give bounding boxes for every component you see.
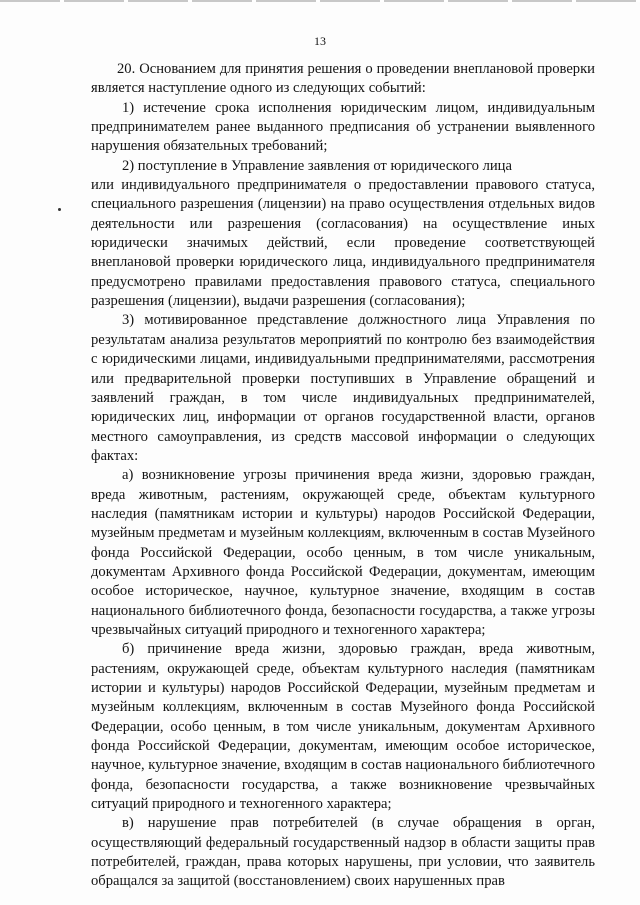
paragraph-item-2: 2) поступление в Управление заявления от юридического лица [122, 157, 512, 174]
paragraph-item-1: 1) истечение срока исполнения юридическим лицом, индивидуальным предпринимателем ранее выданного предписания об устранении выявленного нарушения обязательных требований; [91, 99, 595, 155]
paragraph-item-2-continued: или индивидуального предпринимателя о предоставлении правового статуса, специального разрешения (лицензии) на право осуществления отдельных видов деятельности или разрешения (согласования) на осуществление иных юридически значимых действий, если проведение соответствующей внеплановой проверки юридического лица, индивидуального предпринимателя предусмотрено правилами предоставления правового статуса, специального разрешения (лицензии), выдачи разрешения (согласования); [91, 177, 595, 310]
page-number: 13 [314, 34, 326, 48]
document-body [91, 60, 595, 892]
paragraph-item-3c: в) нарушение прав потребителей (в случае обращения в орган, осуществляющий федеральный государственный надзор в области защиты прав потребителей, граждан, права которых нарушены, при условии, что заявитель обращался за защитой (восстановлением) своих нарушенных прав [91, 815, 595, 890]
scan-top-edge [0, 0, 640, 2]
stray-ink-mark [58, 208, 61, 211]
paragraph-20: 20. Основанием для принятия решения о проведении внеплановой проверки является наступление одного из следующих событий: [91, 61, 595, 97]
paragraph-item-3a: а) возникновение угрозы причинения вреда жизни, здоровью граждан, вреда животным, растениям, окружающей среде, объектам культурного наследия (памятникам истории и культуры) народов Российской Федерации, музейным предметам и музейным коллекциям, включенным в состав Музейного фонда Российской Федерации, особо ценным, в том числе уникальным, документам Архивного фонда Российской Федерации, документам, имеющим особое историческое, научное, культурное значение, входящим в состав национального библиотечного фонда, безопасности государства, а также угрозы чрезвычайных ситуаций природного и техногенного характера; [91, 467, 595, 638]
paragraph-item-3b: б) причинение вреда жизни, здоровью граждан, вреда животным, растениям, окружающей среде, объектам культурного наследия (памятникам истории и культуры) народов Российской Федерации, музейным предметам и музейным коллекциям, включенным в состав Музейного фонда Российской Федерации, особо ценным, в том числе уникальным, документам Архивного фонда Российской Федерации, документам, имеющим особое историческое, научное, культурное значение, входящим в состав национального библиотечного фонда, безопасности государства, а также возникновение чрезвычайных ситуаций природного и техногенного характера; [91, 641, 595, 813]
paragraph-item-3: 3) мотивированное представление должностного лица Управления по результатам анализа результатов мероприятий по контролю без взаимодействия с юридическими лицами, индивидуальными предпринимателями, рассмотрения или предварительной проверки поступивших в Управление обращений и заявлений граждан, в том числе индивидуальных предпринимателей, юридических лиц, информации от органов государственной власти, органов местного самоуправления, из средств массовой информации о следующих фактах: [91, 312, 595, 464]
